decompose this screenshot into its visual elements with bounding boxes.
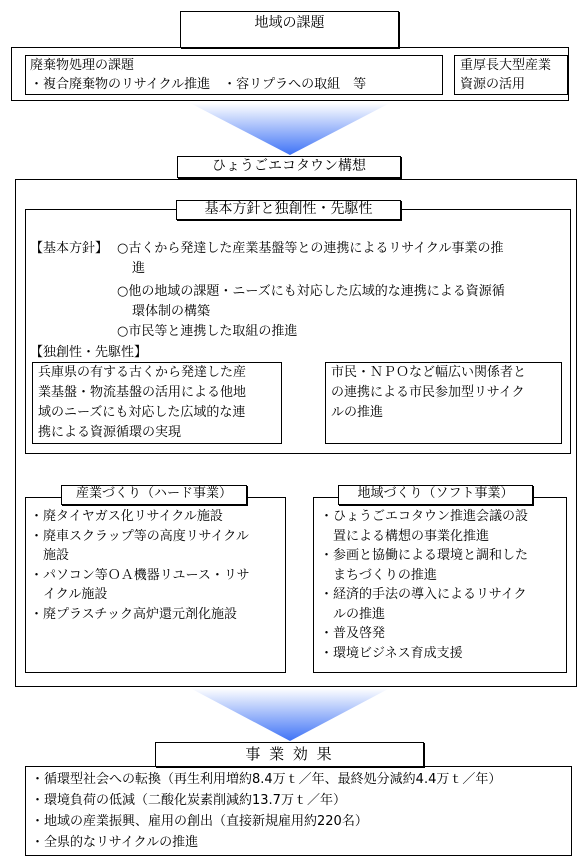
originality-left-box <box>32 362 282 444</box>
hard-project-item: 施設 <box>30 548 70 563</box>
issue-waste-box <box>25 55 443 95</box>
originality-label: 【独創性・先駆性】 <box>30 345 148 360</box>
issues-title: 地域の課題 <box>180 11 399 48</box>
basic-item-3: ○市民等と連携した取組の推進 <box>117 324 298 339</box>
originality-left-line: 業基盤・物流基盤の活用による他地 <box>38 385 247 400</box>
basic-policy-label: 【基本方針】 <box>30 241 109 256</box>
soft-project-item: ・ひょうごエコタウン推進会議の設 <box>320 509 529 524</box>
effect-item: ・地域の産業振興、雇用の創出（直接新規雇用約220名） <box>31 814 368 829</box>
originality-right-box <box>325 362 562 444</box>
originality-left-line: 域のニーズにも対応した広域的な連 <box>38 405 246 420</box>
issue-industry-line1: 重厚長大型産業 <box>460 58 552 73</box>
soft-project-item: ・環境ビジネス育成支援 <box>320 645 463 661</box>
issue-industry-line2: 資源の活用 <box>460 77 526 92</box>
originality-right-line: 市民・ＮＰＯなど幅広い関係者と <box>331 365 527 380</box>
basic-item-2: ○他の地域の課題・ニーズにも対応した広域的な連携による資源循 <box>117 284 505 299</box>
hard-project-item: ・廃車スクラップ等の高度リサイクル <box>30 528 249 544</box>
soft-project-item: 置による構想の事業化推進 <box>320 528 490 544</box>
basic-item-2-cont: 環体制の構築 <box>132 304 211 319</box>
flow-arrow-down-icon <box>190 688 390 741</box>
concept-title: ひょうごエコタウン構想 <box>177 156 401 178</box>
soft-project-item: ・参画と協働による環境と調和した <box>320 548 529 563</box>
soft-project-item: まちづくりの推進 <box>320 567 437 583</box>
effect-item: ・全県的なリサイクルの推進 <box>31 835 199 850</box>
hard-projects-title: 産業づくり（ハード事業） <box>61 485 247 505</box>
flow-arrow-down-icon <box>190 103 390 155</box>
hard-project-item: ・廃プラスチック高炉還元剤化施設 <box>30 606 237 622</box>
hard-project-item: ・廃タイヤガス化リサイクル施設 <box>30 509 223 524</box>
policy-title: 基本方針と独創性・先駆性 <box>176 200 401 220</box>
hard-project-item: ・パソコン等ＯＡ機器リユース・リサ <box>30 567 250 583</box>
originality-left-line: 兵庫県の有する古くから発達した産 <box>38 365 247 380</box>
soft-project-item: ・経済的手法の導入によるリサイク <box>320 587 527 602</box>
originality-right-line: の連携による市民参加型リサイク <box>331 385 525 400</box>
issue-waste-title: 廃棄物処理の課題 <box>30 58 135 73</box>
originality-left-line: 携による資源循環の実現 <box>38 425 182 440</box>
issue-industry-box <box>454 55 568 95</box>
basic-item-1: ○古くから発達した産業基盤等との連携によるリサイクル事業の推 <box>117 241 504 256</box>
soft-projects-title: 地域づくり（ソフト事業） <box>338 485 533 505</box>
originality-right-line: ルの推進 <box>331 405 384 420</box>
issue-waste-detail: ・複合廃棄物のリサイクル推進 ・容リプラへの取組 等 <box>30 77 367 92</box>
soft-project-item: ・普及啓発 <box>320 626 386 641</box>
basic-item-1-cont: 進 <box>132 261 146 276</box>
effect-item: ・循環型社会への転換（再生利用増約8.4万ｔ／年、最終処分減約4.4万ｔ／年） <box>31 772 502 787</box>
effects-title: 事 業 効 果 <box>155 742 424 767</box>
soft-project-item: ルの推進 <box>320 606 386 622</box>
effect-item: ・環境負荷の低減（二酸化炭素削減約13.7万ｔ／年） <box>31 793 346 808</box>
hard-project-item: イクル施設 <box>30 587 108 602</box>
